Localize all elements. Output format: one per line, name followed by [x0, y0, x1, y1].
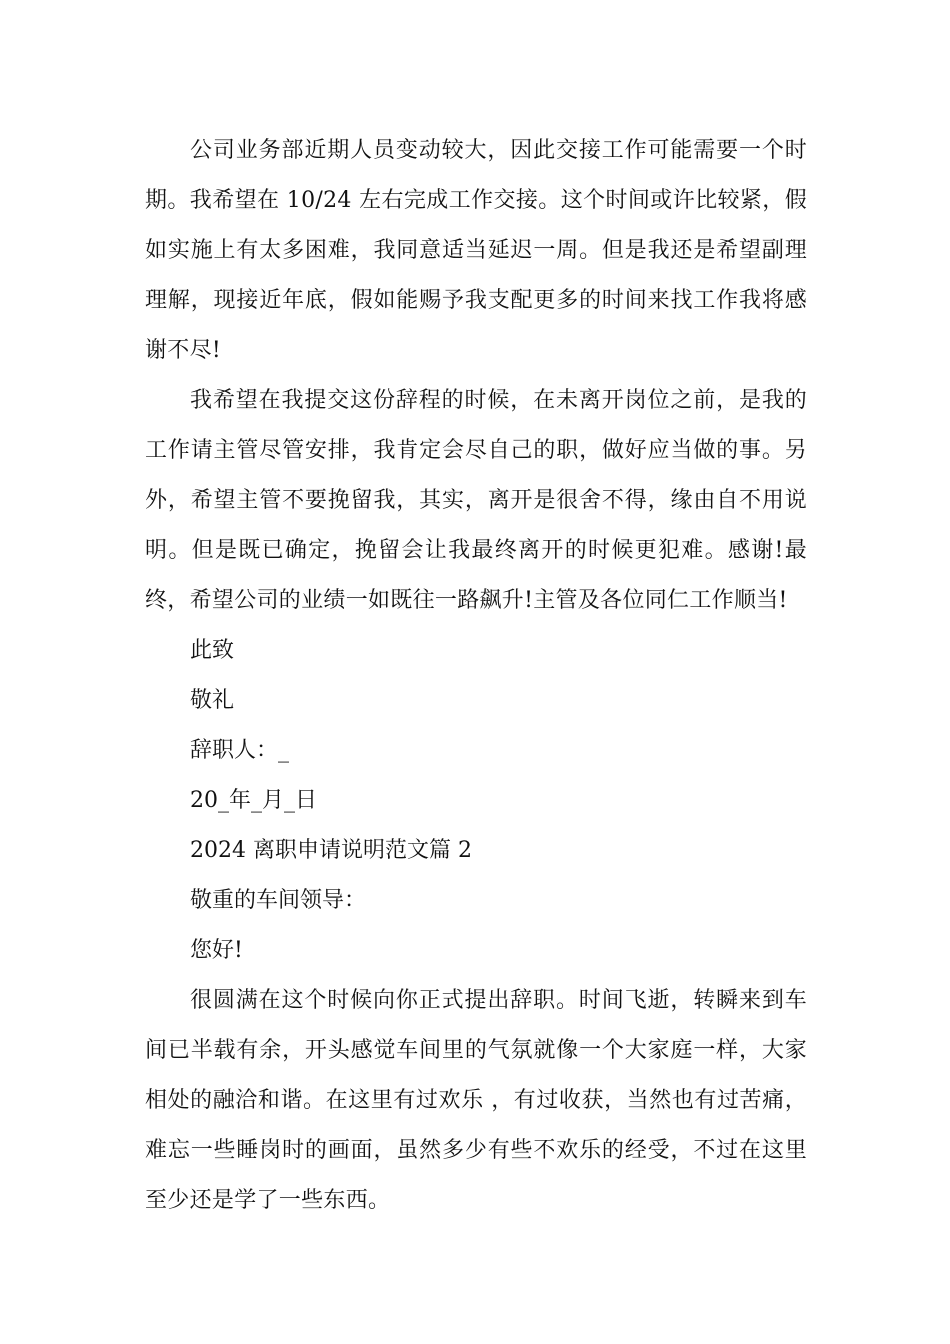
closing-salutation-1: 此致 — [190, 638, 235, 663]
greeting-line: 敬重的车间领导： — [190, 888, 367, 913]
document-body — [145, 126, 807, 1226]
signer-line: 辞职人：_ — [190, 738, 290, 763]
paragraph-handover: 公司业务部近期人员变动较大，因此交接工作可能需要一个时期。我希望在 10/24 左右完成工作交接。这个时间或许比较紧，假如实施上有太多困难，我同意适当延迟一周。但是我还是希望副理理解，现接近年底，假如能赐予我支配更多的时间来找工作我将感谢不尽! — [145, 138, 807, 363]
hello-line: 您好! — [190, 938, 243, 963]
date-line: 20_年_月_日 — [190, 788, 317, 813]
paragraph-resignation: 很圆满在这个时候向你正式提出辞职。时间飞逝，转瞬来到车间已半载有余，开头感觉车间里的气氛就像一个大家庭一样，大家相处的融洽和谐。在这里有过欢乐 ，有过收获，当然也有过苦痛，难忘一些睡岗时的画面，虽然多少有些不欢乐的经受，不过在这里至少还是学了一些东西。 — [145, 988, 807, 1213]
paragraph-request: 我希望在我提交这份辞程的时候，在未离开岗位之前，是我的工作请主管尽管安排，我肯定会尽自己的职，做好应当做的事。另外，希望主管不要挽留我，其实，离开是很舍不得，缘由自不用说明。但是既已确定，挽留会让我最终离开的时候更犯难。感谢!最终，希望公司的业绩一如既往一路飙升!主管及各位同仁工作顺当! — [145, 388, 807, 613]
closing-salutation-2: 敬礼 — [190, 688, 235, 713]
section-title: 2024 离职申请说明范文篇 2 — [190, 838, 472, 863]
